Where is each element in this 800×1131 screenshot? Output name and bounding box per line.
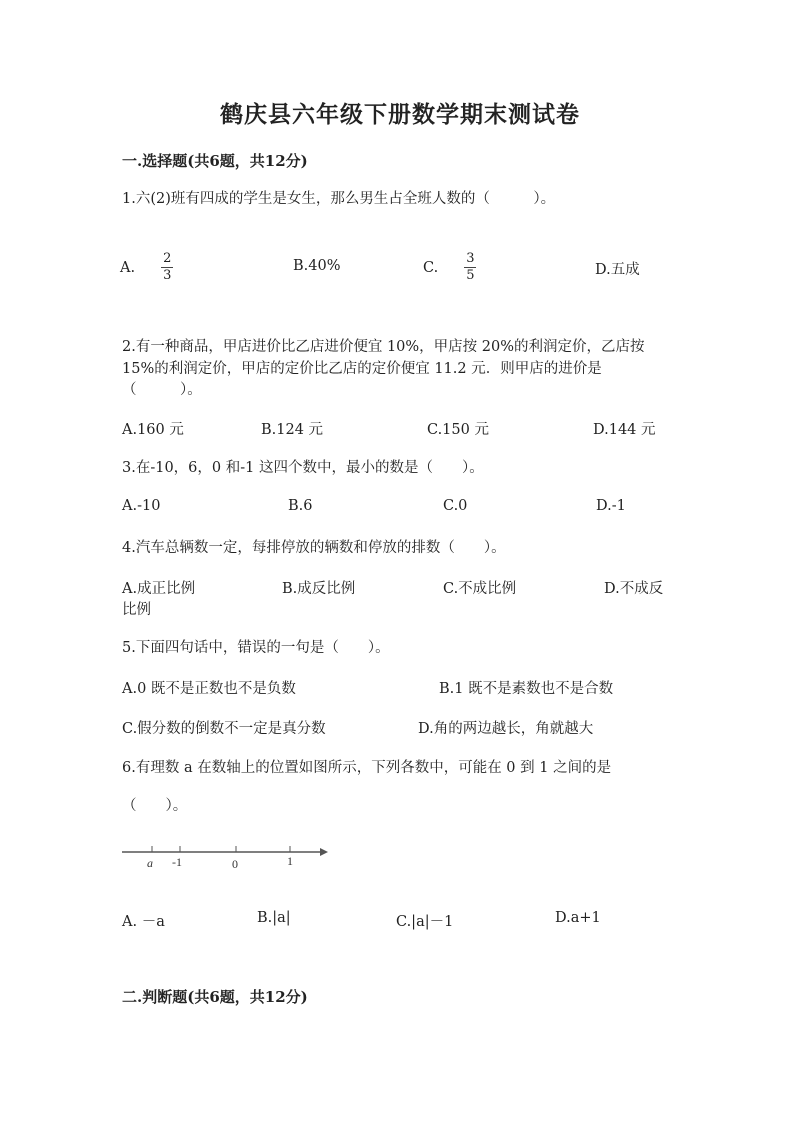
question-1-option-c[interactable]: [423, 252, 476, 283]
axis-label-1: 1: [287, 854, 293, 868]
question-6-paren: （ ）。: [122, 798, 188, 814]
question-2-option-d[interactable]: D.144 元: [593, 422, 656, 438]
question-6-option-a[interactable]: A. －a: [122, 914, 165, 930]
question-3-text: 3.在-10，6，0 和-1 这四个数中，最小的数是（ ）。: [122, 460, 484, 476]
question-5-option-d[interactable]: D.角的两边越长，角就越大: [418, 721, 594, 737]
question-2-line-3: （ ）。: [122, 382, 202, 398]
question-4-option-d-wrap: 比例: [122, 602, 151, 618]
question-1-option-a[interactable]: [120, 252, 173, 283]
number-line-figure: [120, 840, 330, 880]
axis-label-0: 0: [232, 857, 238, 871]
question-2-line-2: 15%的利润定价，甲店的定价比乙店的定价便宜 11.2 元．则甲店的进价是: [122, 361, 602, 377]
question-2-option-c[interactable]: C.150 元: [427, 422, 489, 438]
number-line-arrow: [320, 848, 328, 856]
fraction-denominator: 3: [163, 268, 172, 283]
fraction-two-thirds: [161, 252, 173, 283]
section-heading-choice: 一.选择题(共6题，共12分): [122, 152, 308, 170]
axis-label-a: a: [147, 856, 153, 870]
fraction-numerator: 2: [163, 251, 172, 266]
question-4-option-b[interactable]: B.成反比例: [282, 581, 356, 597]
question-6-option-b[interactable]: B.|a|: [257, 910, 291, 926]
question-4-option-d[interactable]: D.不成反: [604, 581, 664, 597]
question-5-option-b[interactable]: B.1 既不是素数也不是合数: [439, 681, 614, 697]
page-title: 鹤庆县六年级下册数学期末测试卷: [220, 101, 580, 128]
question-5-option-a[interactable]: A.0 既不是正数也不是负数: [122, 681, 296, 697]
question-2-line-1: 2.有一种商品，甲店进价比乙店进价便宜 10%，甲店按 20%的利润定价，乙店按: [122, 339, 645, 355]
fraction-three-fifths: [464, 252, 476, 283]
question-5-option-c[interactable]: C.假分数的倒数不一定是真分数: [122, 721, 326, 737]
question-6-text: 6.有理数 a 在数轴上的位置如图所示，下列各数中，可能在 0 到 1 之间的是: [122, 760, 612, 776]
question-4-option-a[interactable]: A.成正比例: [122, 581, 196, 597]
axis-label-neg-1: -1: [172, 855, 182, 869]
option-a-label: A.: [120, 259, 136, 276]
question-3-option-b[interactable]: B.6: [288, 498, 313, 514]
question-5-text: 5.下面四句话中，错误的一句是（ ）。: [122, 640, 390, 656]
question-3-option-a[interactable]: A.-10: [122, 498, 161, 514]
question-6-option-c[interactable]: C.|a|－1: [396, 914, 454, 930]
question-4-text: 4.汽车总辆数一定，每排停放的辆数和停放的排数（ ）。: [122, 540, 506, 556]
question-4-option-c[interactable]: C.不成比例: [443, 581, 517, 597]
fraction-numerator: 3: [466, 251, 475, 266]
question-2-option-a[interactable]: A.160 元: [122, 422, 184, 438]
option-c-label: C.: [423, 259, 439, 276]
question-6-option-d[interactable]: D.a+1: [555, 910, 601, 926]
question-3-option-d[interactable]: D.-1: [596, 498, 626, 514]
question-1-option-d[interactable]: D.五成: [595, 262, 640, 278]
question-1-text: 1.六(2)班有四成的学生是女生，那么男生占全班人数的（ ）。: [122, 191, 556, 207]
section-heading-judgement: 二.判断题(共6题，共12分): [122, 988, 308, 1006]
question-1-option-b[interactable]: B.40%: [293, 258, 341, 274]
question-3-option-c[interactable]: C.0: [443, 498, 468, 514]
question-2-option-b[interactable]: B.124 元: [261, 422, 324, 438]
fraction-denominator: 5: [466, 268, 475, 283]
